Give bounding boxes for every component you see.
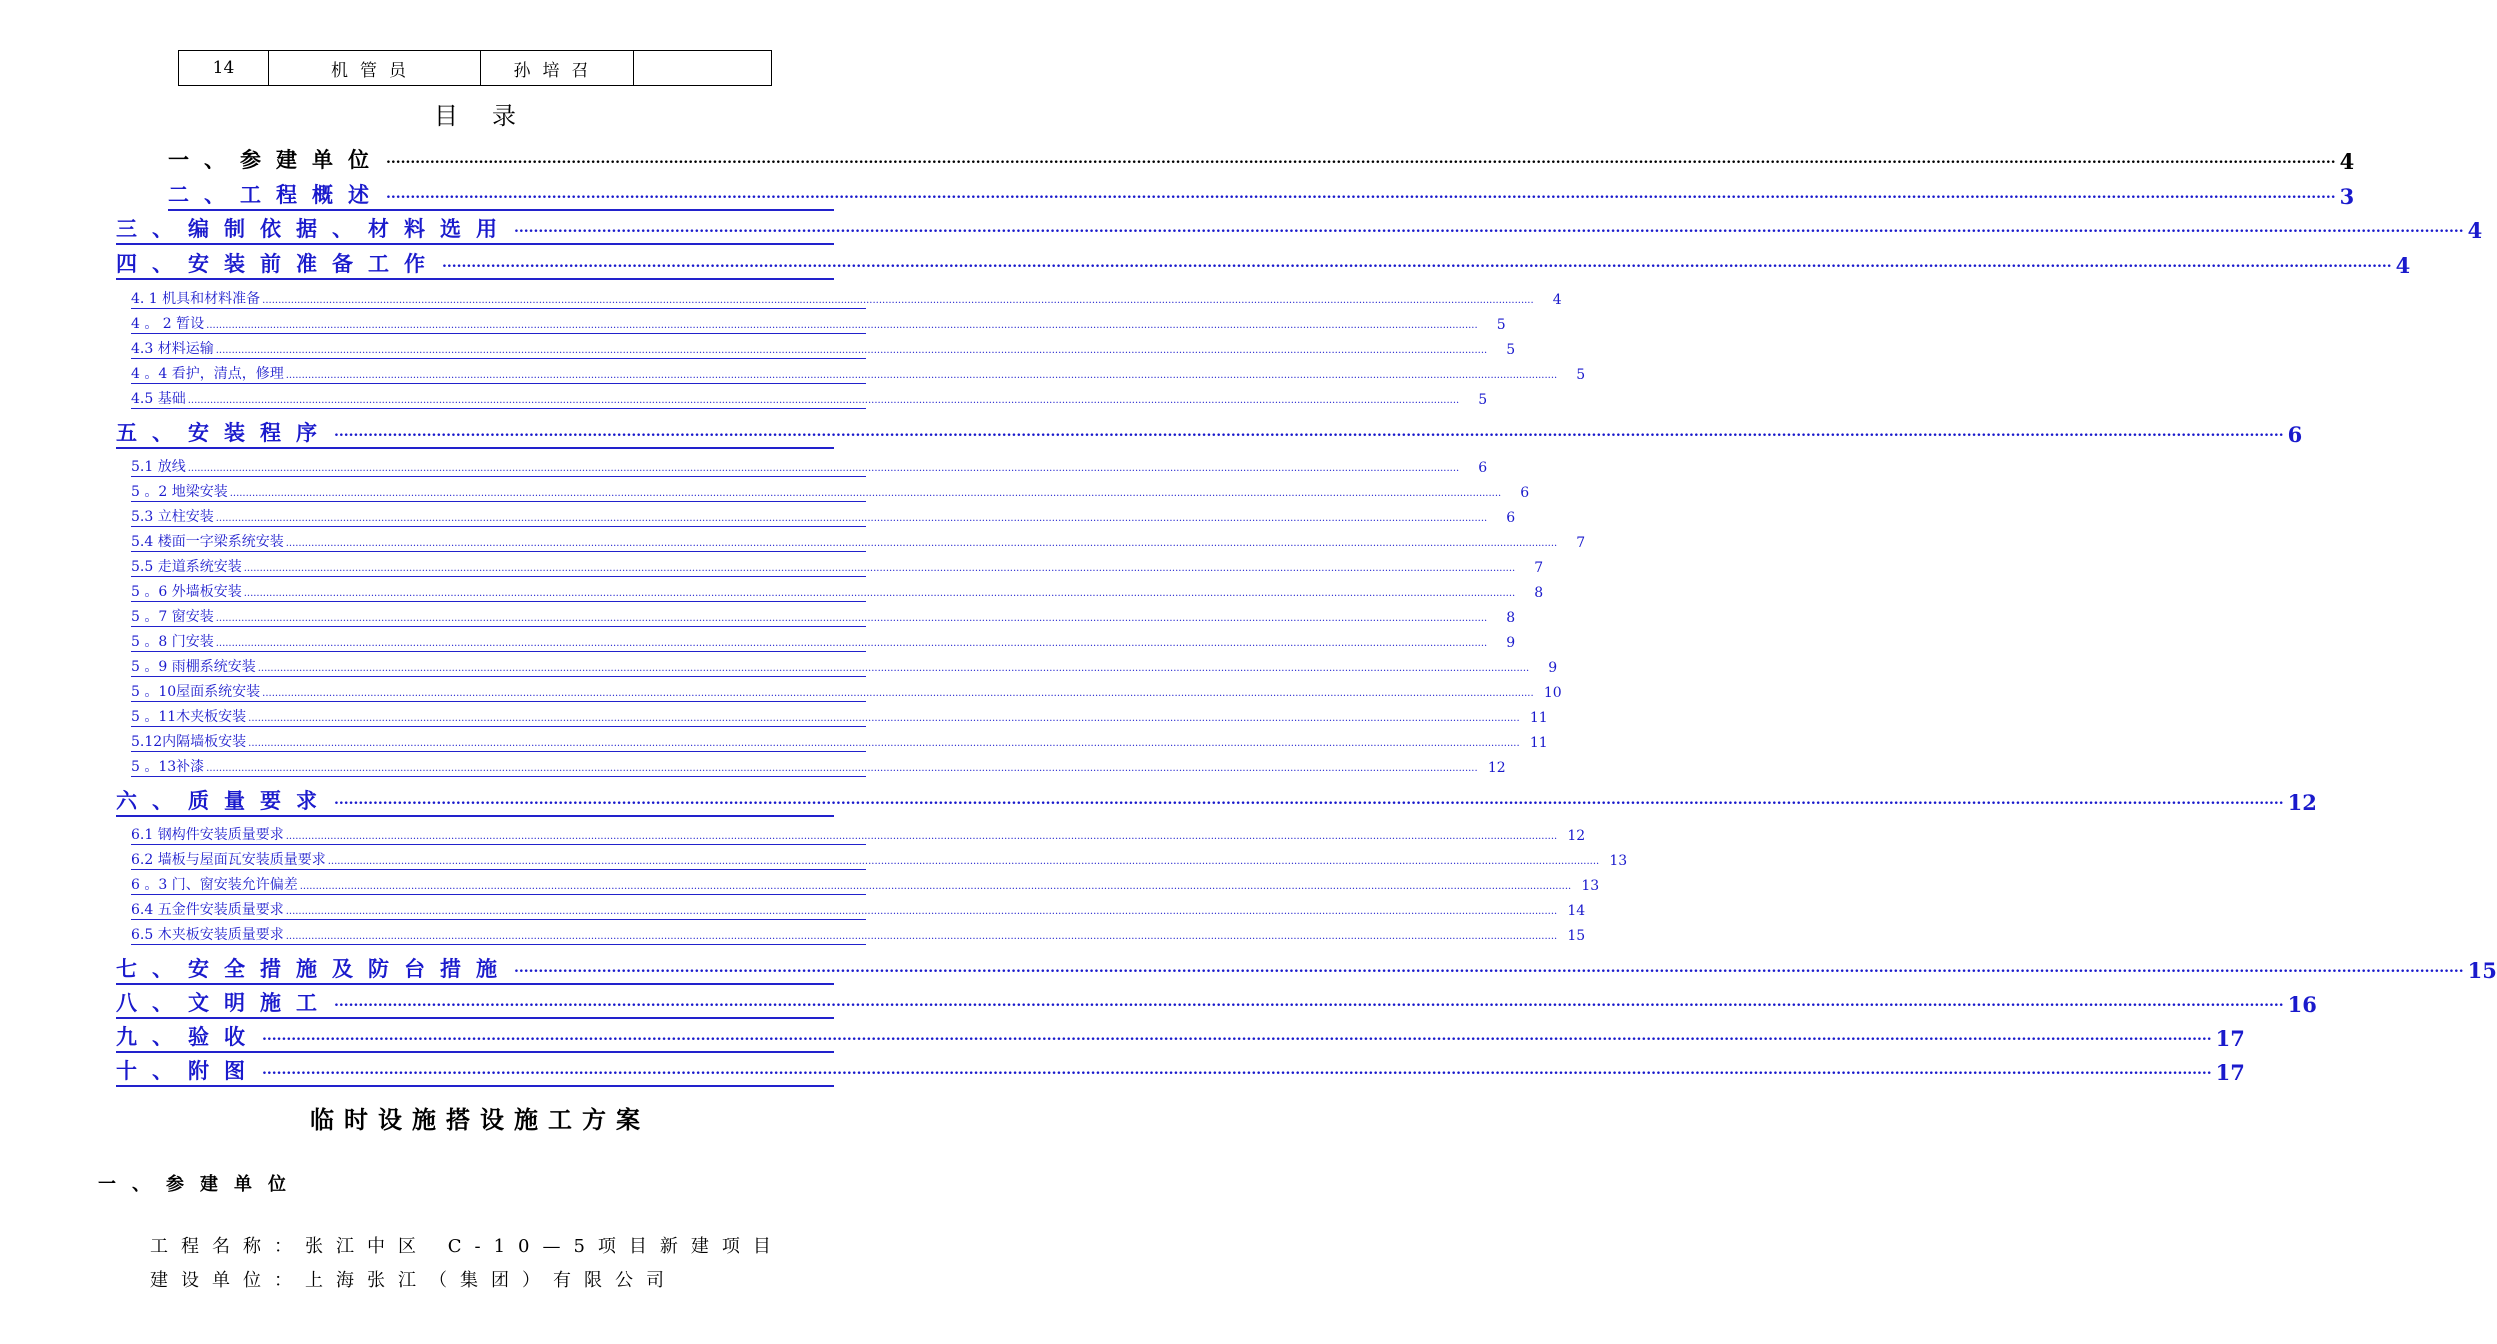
toc-entry-page: 11 xyxy=(1529,710,1548,726)
toc-entry-label: 6.2 墙板与屋面瓦安装质量要求 xyxy=(131,852,326,868)
toc-entry-page: 16 xyxy=(2287,992,2317,1017)
document-title: 临时设施搭设施工方案 xyxy=(310,1105,650,1134)
toc-entry[interactable] xyxy=(131,654,1558,677)
toc-entry[interactable] xyxy=(116,417,2303,449)
toc-entry-label: 三、编制依据、材料选用 xyxy=(116,216,512,241)
toc-entry[interactable] xyxy=(131,897,1586,920)
toc-entry[interactable] xyxy=(168,179,2355,211)
toc-dot-leader: ................................................................................................................................................................................................................................................................................................................................................................................................................ xyxy=(514,960,2464,976)
toc-dot-leader: ................................................................................................................................................................................................................................................................................................................................................................................................................ xyxy=(262,1028,2212,1044)
toc-entry[interactable] xyxy=(131,704,1548,727)
header-cell-role: 机管员 xyxy=(269,51,481,86)
toc-entry-label: 6.4 五金件安装质量要求 xyxy=(131,902,284,918)
toc-dot-leader: ................................................................................................................................................................................................................................................................................................................................................................................................................ xyxy=(215,345,1488,356)
toc-dot-leader: ................................................................................................................................................................................................................................................................................................................................................................................................................ xyxy=(334,792,2284,808)
info-line-client: 建设单位：上海张江（集团）有限公司 xyxy=(150,1270,677,1291)
toc-dot-leader: ................................................................................................................................................................................................................................................................................................................................................................................................................ xyxy=(285,370,1558,381)
toc-entry-label: 九、验收 xyxy=(116,1024,260,1049)
toc-entry[interactable] xyxy=(131,286,1562,309)
toc-entry-page: 6 xyxy=(1506,510,1516,526)
toc-entry-label: 五、安装程序 xyxy=(116,420,332,445)
toc-dot-leader: ................................................................................................................................................................................................................................................................................................................................................................................................................ xyxy=(386,186,2336,202)
toc-dot-leader: ................................................................................................................................................................................................................................................................................................................................................................................................................ xyxy=(206,763,1478,774)
toc-dot-leader: ................................................................................................................................................................................................................................................................................................................................................................................................................ xyxy=(187,463,1460,474)
toc-entry-label: 5 。8 门安装 xyxy=(131,634,214,650)
toc-entry-page: 6 xyxy=(2287,422,2303,447)
toc-entry[interactable] xyxy=(116,785,2317,817)
toc-entry-page: 17 xyxy=(2215,1060,2245,1085)
toc-entry-page: 8 xyxy=(1506,610,1516,626)
toc-dot-leader: ................................................................................................................................................................................................................................................................................................................................................................................................................ xyxy=(257,663,1530,674)
toc-entry-label: 5.3 立柱安装 xyxy=(131,509,214,525)
toc-entry-page: 12 xyxy=(1487,760,1506,776)
section-heading: 一、参建单位 xyxy=(98,1174,302,1195)
toc-dot-leader: ................................................................................................................................................................................................................................................................................................................................................................................................................ xyxy=(248,713,1520,724)
header-cell-empty xyxy=(634,51,772,86)
header-table-row xyxy=(179,51,772,86)
toc-dot-leader: ................................................................................................................................................................................................................................................................................................................................................................................................................ xyxy=(262,688,1534,699)
toc-entry[interactable] xyxy=(131,604,1516,627)
toc-entry-label: 4 。 2 暂设 xyxy=(131,316,205,332)
toc-entry-page: 5 xyxy=(1576,367,1586,383)
toc-dot-leader: ................................................................................................................................................................................................................................................................................................................................................................................................................ xyxy=(334,994,2284,1010)
toc-entry-label: 5.5 走道系统安装 xyxy=(131,559,242,575)
toc-entry-page: 9 xyxy=(1506,635,1516,651)
header-table xyxy=(178,50,772,86)
toc-entry-label: 四、安装前准备工作 xyxy=(116,251,440,276)
toc-entry-page: 5 xyxy=(1506,342,1516,358)
toc-entry[interactable] xyxy=(131,529,1586,552)
toc-entry-label: 5.12内隔墙板安装 xyxy=(131,734,247,750)
toc-entry-label: 5 。7 窗安装 xyxy=(131,609,214,625)
toc-entry[interactable] xyxy=(168,144,2355,174)
toc-entry-page: 4 xyxy=(2339,149,2355,174)
toc-dot-leader: ................................................................................................................................................................................................................................................................................................................................................................................................................ xyxy=(262,295,1534,306)
toc-title: 目录 xyxy=(434,102,550,130)
toc-entry-page: 15 xyxy=(1567,928,1586,944)
toc-entry[interactable] xyxy=(131,386,1488,409)
toc-entry-label: 5 。6 外墙板安装 xyxy=(131,584,242,600)
toc-entry[interactable] xyxy=(131,822,1586,845)
info-line-project: 工程名称：张江中区 C-10—5项目新建项目 xyxy=(150,1236,784,1257)
toc-dot-leader: ................................................................................................................................................................................................................................................................................................................................................................................................................ xyxy=(206,320,1478,331)
toc-dot-leader: ................................................................................................................................................................................................................................................................................................................................................................................................................ xyxy=(386,151,2336,167)
toc-entry-label: 七、安全措施及防台措施 xyxy=(116,956,512,981)
toc-dot-leader: ................................................................................................................................................................................................................................................................................................................................................................................................................ xyxy=(285,906,1558,917)
toc-entry[interactable] xyxy=(116,248,2411,280)
toc-entry-page: 14 xyxy=(1567,903,1586,919)
toc-entry[interactable] xyxy=(131,872,1600,895)
toc-dot-leader: ................................................................................................................................................................................................................................................................................................................................................................................................................ xyxy=(243,563,1516,574)
toc-entry[interactable] xyxy=(116,1055,2245,1087)
header-cell-person: 孙培召 xyxy=(481,51,634,86)
toc-entry[interactable] xyxy=(116,987,2317,1019)
toc-dot-leader: ................................................................................................................................................................................................................................................................................................................................................................................................................ xyxy=(215,638,1488,649)
toc-entry-label: 5 。13补漆 xyxy=(131,759,205,775)
toc-entry[interactable] xyxy=(131,579,1544,602)
toc-entry-label: 4.3 材料运输 xyxy=(131,341,214,357)
toc-entry-label: 十、附图 xyxy=(116,1058,260,1083)
toc-entry-page: 4 xyxy=(1552,292,1562,308)
toc-dot-leader: ................................................................................................................................................................................................................................................................................................................................................................................................................ xyxy=(215,513,1488,524)
toc-entry-page: 5 xyxy=(1496,317,1506,333)
toc-entry[interactable] xyxy=(131,679,1562,702)
toc-entry-page: 9 xyxy=(1548,660,1558,676)
toc-entry-page: 15 xyxy=(2467,958,2497,983)
toc-entry-label: 4.5 基础 xyxy=(131,391,186,407)
toc-dot-leader: ................................................................................................................................................................................................................................................................................................................................................................................................................ xyxy=(248,738,1520,749)
toc-entry-label: 6.5 木夹板安装质量要求 xyxy=(131,927,284,943)
toc-entry-page: 17 xyxy=(2215,1026,2245,1051)
toc-entry-page: 4 xyxy=(2395,253,2411,278)
toc-dot-leader: ................................................................................................................................................................................................................................................................................................................................................................................................................ xyxy=(243,588,1516,599)
toc-entry[interactable] xyxy=(131,479,1530,502)
toc-dot-leader: ................................................................................................................................................................................................................................................................................................................................................................................................................ xyxy=(215,613,1488,624)
toc-entry-page: 3 xyxy=(2339,184,2355,209)
toc-entry-label: 5 。10屋面系统安装 xyxy=(131,684,261,700)
toc-entry[interactable] xyxy=(131,922,1586,945)
toc-entry[interactable] xyxy=(131,847,1628,870)
toc-entry-label: 5.1 放线 xyxy=(131,459,186,475)
toc-entry-label: 5 。2 地梁安装 xyxy=(131,484,228,500)
toc-entry[interactable] xyxy=(131,361,1586,384)
toc-entry-page: 12 xyxy=(2287,790,2317,815)
toc-entry-page: 12 xyxy=(1567,828,1586,844)
toc-entry-page: 13 xyxy=(1581,878,1600,894)
toc-entry[interactable] xyxy=(131,336,1516,359)
toc-entry-label: 八、文明施工 xyxy=(116,990,332,1015)
toc-entry[interactable] xyxy=(116,953,2497,985)
toc-entry[interactable] xyxy=(131,754,1506,777)
toc-dot-leader: ................................................................................................................................................................................................................................................................................................................................................................................................................ xyxy=(187,395,1460,406)
toc-dot-leader: ................................................................................................................................................................................................................................................................................................................................................................................................................ xyxy=(442,255,2392,271)
toc-entry[interactable] xyxy=(131,504,1516,527)
toc-entry-page: 13 xyxy=(1609,853,1628,869)
toc-entry-page: 8 xyxy=(1534,585,1544,601)
toc-entry[interactable] xyxy=(116,213,2483,245)
toc-dot-leader: ................................................................................................................................................................................................................................................................................................................................................................................................................ xyxy=(327,856,1600,867)
toc-entry-page: 7 xyxy=(1534,560,1544,576)
toc-entry-page: 10 xyxy=(1543,685,1562,701)
toc-entry-label: 6 。3 门、窗安装允许偏差 xyxy=(131,877,298,893)
toc-entry-label: 5 。9 雨棚系统安装 xyxy=(131,659,256,675)
toc-dot-leader: ................................................................................................................................................................................................................................................................................................................................................................................................................ xyxy=(285,931,1558,942)
toc-dot-leader: ................................................................................................................................................................................................................................................................................................................................................................................................................ xyxy=(285,831,1558,842)
toc-entry-page: 5 xyxy=(1478,392,1488,408)
toc-entry-label: 4. 1 机具和材料准备 xyxy=(131,291,261,307)
toc-entry-page: 11 xyxy=(1529,735,1548,751)
toc-entry-page: 4 xyxy=(2467,218,2483,243)
toc-entry-label: 二、工程概述 xyxy=(168,182,384,207)
toc-entry-label: 一、参建单位 xyxy=(168,147,384,172)
toc-entry-page: 6 xyxy=(1520,485,1530,501)
toc-dot-leader: ................................................................................................................................................................................................................................................................................................................................................................................................................ xyxy=(514,220,2464,236)
toc-entry-label: 4 。4 看护，清点，修理 xyxy=(131,366,284,382)
toc-dot-leader: ................................................................................................................................................................................................................................................................................................................................................................................................................ xyxy=(285,538,1558,549)
toc-dot-leader: ................................................................................................................................................................................................................................................................................................................................................................................................................ xyxy=(334,424,2284,440)
toc-entry[interactable] xyxy=(131,729,1548,752)
toc-entry-label: 6.1 钢构件安装质量要求 xyxy=(131,827,284,843)
header-cell-number: 14 xyxy=(179,51,269,86)
toc-entry[interactable] xyxy=(131,629,1516,652)
toc-entry-label: 六、质量要求 xyxy=(116,788,332,813)
toc-entry[interactable] xyxy=(116,1021,2245,1053)
toc-entry[interactable] xyxy=(131,311,1506,334)
toc-dot-leader: ................................................................................................................................................................................................................................................................................................................................................................................................................ xyxy=(229,488,1502,499)
toc-entry-page: 7 xyxy=(1576,535,1586,551)
toc-dot-leader: ................................................................................................................................................................................................................................................................................................................................................................................................................ xyxy=(299,881,1572,892)
toc-dot-leader: ................................................................................................................................................................................................................................................................................................................................................................................................................ xyxy=(262,1062,2212,1078)
toc-entry[interactable] xyxy=(131,554,1544,577)
toc-entry[interactable] xyxy=(131,454,1488,477)
toc-entry-label: 5.4 楼面一字梁系统安装 xyxy=(131,534,284,550)
toc-entry-page: 6 xyxy=(1478,460,1488,476)
toc-entry-label: 5 。11木夹板安装 xyxy=(131,709,247,725)
